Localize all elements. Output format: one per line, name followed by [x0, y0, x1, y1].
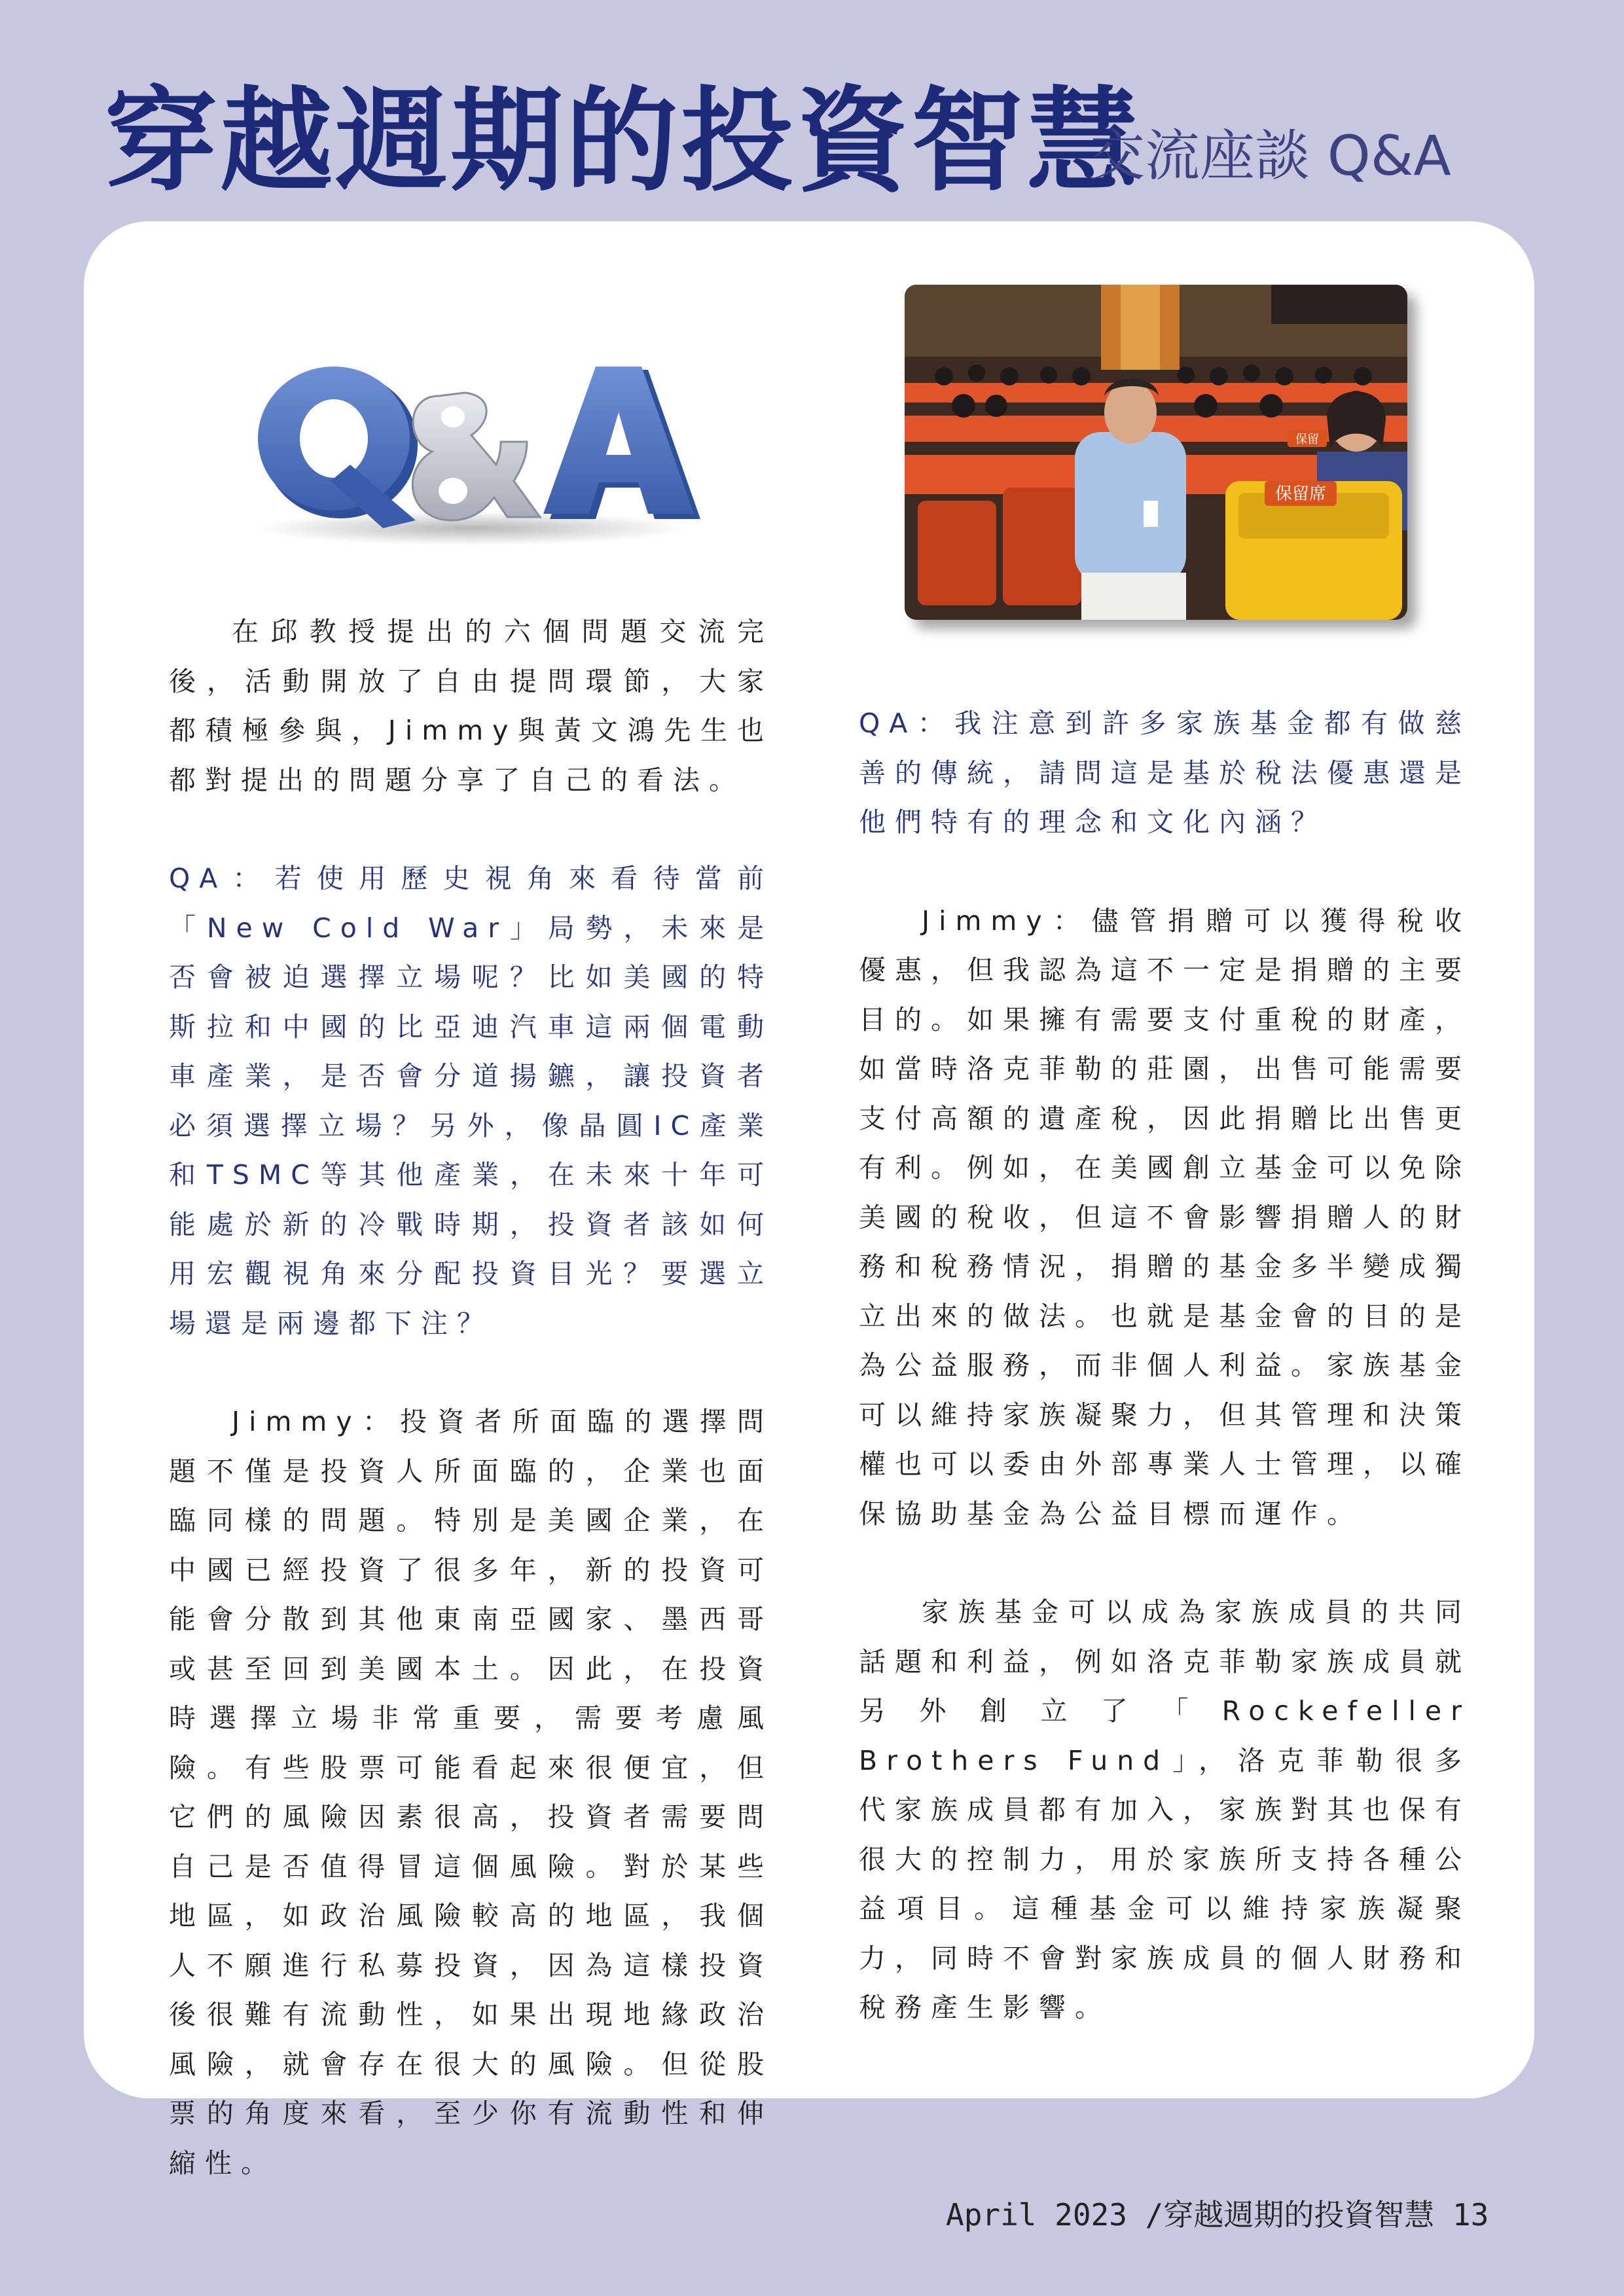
- intro-paragraph: 在邱教授提出的六個問題交流完後，活動開放了自由提問環節，大家都積極參與，Jimmy與黃文鴻先生也都對提出的問題分享了自己的看法。: [169, 616, 773, 796]
- audience-photo: [905, 285, 1407, 620]
- logo-ampersand: [412, 393, 540, 520]
- page-subtitle: 交流座談 Q&A: [1090, 124, 1451, 188]
- page-footer: April 2023 /穿越週期的投資智慧 13: [946, 2197, 1489, 2233]
- closing-paragraph: 家族基金可以成為家族成員的共同話題和利益，例如洛克菲勒家族成員就另外創立了「Rockefeller Brothers Fund」，洛克菲勒很多代家族成員都有加入，家族對其也保有很大的控制力，用於家族所支持各種公益項目。這種基金可以維持家族凝聚力，同時不會對家族成員的個人財務和稅務產生影響。: [859, 1596, 1471, 2023]
- logo-letter-a: [543, 367, 700, 519]
- question-1: QA：若使用歷史視角來看待當前「New Cold War」局勢，未來是否會被迫選擇立場呢？比如美國的特斯拉和中國的比亞迪汽車這兩個電動車產業，是否會分道揚鑣，讓投資者必須選擇立場？另外，像晶圓IC產業和TSMC等其他產業，在未來十年可能處於新的冷戰時期，投資者該如何用宏觀視角來分配投資目光？要選立場還是兩邊都下注？: [169, 863, 773, 1339]
- seat-sign-reserved: 保留席: [1274, 484, 1327, 504]
- page-title: 穿越週期的投資智慧: [105, 75, 1142, 207]
- answer-2: Jimmy：儘管捐贈可以獲得稅收優惠，但我認為這不一定是捐贈的主要目的。如果擁有需要支付重稅的財產，如當時洛克菲勒的莊園，出售可能需要支付高額的遺產稅，因此捐贈比出售更有利。例如，在美國創立基金可以免除美國的稅收，但這不會影響捐贈人的財務和稅務情況，捐贈的基金多半變成獨立出來的做法。也就是基金會的目的是為公益服務，而非個人利益。家族基金可以維持家族凝聚力，但其管理和決策權也可以委由外部專業人士管理，以確保協助基金為公益目標而運作。: [859, 905, 1471, 1530]
- question-2: QA：我注意到許多家族基金都有做慈善的傳統，請問這是基於稅法優惠還是他們特有的理念和文化內涵？: [859, 708, 1471, 838]
- logo-letter-q: [258, 367, 418, 528]
- right-column: [859, 699, 1471, 2033]
- answer-1: Jimmy：投資者所面臨的選擇問題不僅是投資人所面臨的，企業也面臨同樣的問題。特別是美國企業，在中國已經投資了很多年，新的投資可能會分散到其他東南亞國家、墨西哥或甚至回到美國本土。因此，在投資時選擇立場非常重要，需要考慮風險。有些股票可能看起來很便宜，但它們的風險因素很高，投資者需要問自己是否值得冒這個風險。對於某些地區，如政治風險較高的地區，我個人不願進行私募投資，因為這樣投資後很難有流動性，如果出現地緣政治風險，就會存在很大的風險。但從股票的角度來看，至少你有流動性和伸縮性。: [169, 1406, 773, 2179]
- left-column: [169, 607, 773, 2188]
- seat-sign-reserved-2: 保留: [1295, 433, 1319, 446]
- qa-logo-image: [242, 357, 700, 547]
